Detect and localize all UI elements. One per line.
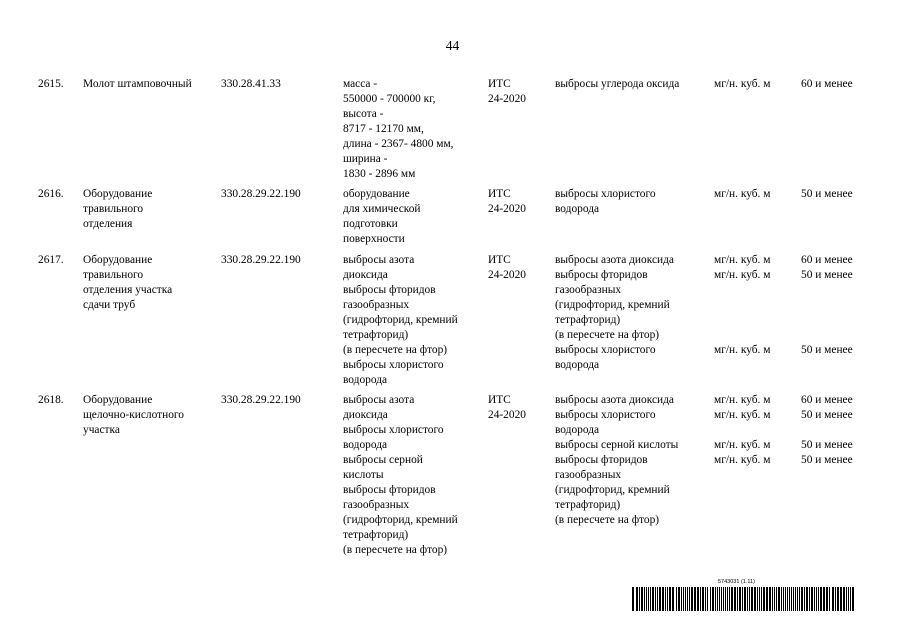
equipment-description-line: диоксида — [343, 409, 388, 421]
unit-cell — [714, 253, 792, 358]
equipment-description-line: высота - — [343, 108, 384, 120]
equipment-description-line: 8717 - 12170 мм, — [343, 123, 424, 135]
limit-value-cell — [801, 393, 871, 468]
limit-value-line — [801, 298, 871, 313]
limit-value-cell — [801, 187, 871, 202]
row-number-cell: 2616. — [38, 188, 64, 200]
equipment-name-cell — [83, 187, 215, 232]
unit-line: мг/н. куб. м — [714, 454, 771, 466]
pollutant-line: водорода — [555, 203, 600, 215]
equipment-description-line: (гидрофторид, кремний — [343, 314, 458, 326]
pollutant-line: (гидрофторид, кремний — [555, 484, 670, 496]
equipment-name-cell — [83, 253, 215, 313]
pollutant-line: (в пересчете на фтор) — [555, 329, 660, 341]
equipment-code-cell: 330.28.29.22.190 — [221, 188, 301, 200]
pollutant-cell — [555, 77, 705, 92]
unit-line: мг/н. куб. м — [714, 394, 771, 406]
reference-document-line: ИТС — [488, 254, 511, 266]
limit-value-line: 50 и менее — [801, 454, 853, 466]
limit-value-line: 60 и менее — [801, 78, 853, 90]
unit-line: мг/н. куб. м — [714, 254, 771, 266]
pollutant-cell — [555, 253, 705, 373]
equipment-description-line: (гидрофторид, кремний — [343, 514, 458, 526]
equipment-description-line: тетрафторид) — [343, 529, 409, 541]
pollutant-line: выбросы хлористого — [555, 188, 656, 200]
unit-cell — [714, 187, 792, 202]
reference-document-line: 24-2020 — [488, 409, 526, 421]
pollutant-line: водорода — [555, 424, 600, 436]
equipment-name-line: участка — [83, 424, 120, 436]
equipment-description-cell — [343, 187, 483, 247]
equipment-name-cell — [83, 393, 215, 438]
limit-value-line — [801, 283, 871, 298]
equipment-name-line: отделения — [83, 218, 133, 230]
pollutant-line: газообразных — [555, 284, 622, 296]
pollutant-line: тетрафторид) — [555, 499, 621, 511]
equipment-description-line: подготовки — [343, 218, 398, 230]
equipment-code-cell: 330.28.29.22.190 — [221, 394, 301, 406]
pollutant-cell — [555, 187, 705, 217]
pollutant-line: тетрафторид) — [555, 314, 621, 326]
equipment-description-line: ширина - — [343, 153, 388, 165]
equipment-code-cell: 330.28.29.22.190 — [221, 254, 301, 266]
limit-value-line: 50 и менее — [801, 409, 853, 421]
unit-line: мг/н. куб. м — [714, 409, 771, 421]
equipment-description-line: длина - 2367- 4800 мм, — [343, 138, 454, 150]
equipment-description-line: оборудование — [343, 188, 410, 200]
equipment-description-cell — [343, 77, 483, 182]
row-number-cell: 2615. — [38, 78, 64, 90]
unit-line: мг/н. куб. м — [714, 344, 771, 356]
unit-line: мг/н. куб. м — [714, 78, 771, 90]
equipment-name-line: сдачи труб — [83, 299, 136, 311]
pollutant-line: выбросы фторидов — [555, 269, 648, 281]
pollutant-line: выбросы фторидов — [555, 454, 648, 466]
reference-document-cell — [488, 77, 546, 107]
barcode-caption: 5743031 (1.11) — [718, 579, 755, 585]
barcode-image — [632, 587, 856, 611]
pollutant-line: выбросы хлористого — [555, 409, 656, 421]
equipment-description-line: выбросы азота — [343, 394, 415, 406]
equipment-description-line: выбросы хлористого — [343, 424, 444, 436]
equipment-name-line: травильного — [83, 269, 144, 281]
reference-document-line: ИТС — [488, 78, 511, 90]
reference-document-cell — [488, 393, 546, 423]
unit-cell — [714, 393, 792, 468]
equipment-description-line: выбросы азота — [343, 254, 415, 266]
equipment-description-cell — [343, 253, 483, 388]
equipment-description-line: выбросы серной — [343, 454, 423, 466]
equipment-description-line: тетрафторид) — [343, 329, 409, 341]
equipment-name-line: Оборудование — [83, 188, 153, 200]
unit-line — [714, 283, 792, 298]
limit-value-line: 50 и менее — [801, 188, 853, 200]
pollutant-cell — [555, 393, 705, 528]
row-number-cell: 2618. — [38, 394, 64, 406]
equipment-name-line: отделения участка — [83, 284, 173, 296]
equipment-description-cell — [343, 393, 483, 558]
unit-line: мг/н. куб. м — [714, 269, 771, 281]
limit-value-line: 60 и менее — [801, 254, 853, 266]
equipment-description-line: (в пересчете на фтор) — [343, 544, 448, 556]
unit-line — [714, 313, 792, 328]
row-number-cell: 2617. — [38, 254, 64, 266]
reference-document-cell — [488, 253, 546, 283]
equipment-description-line: 1830 - 2896 мм — [343, 168, 416, 180]
pollutant-line: (гидрофторид, кремний — [555, 299, 670, 311]
reference-document-line: 24-2020 — [488, 93, 526, 105]
limit-value-line: 50 и менее — [801, 439, 853, 451]
page-number: 44 — [445, 38, 460, 53]
pollutant-line: выбросы серной кислоты — [555, 439, 679, 451]
equipment-description-line: 550000 - 700000 кг, — [343, 93, 436, 105]
equipment-name-cell — [83, 77, 215, 92]
equipment-name-line: Оборудование — [83, 394, 153, 406]
equipment-name-line: Молот штамповочный — [83, 78, 192, 90]
equipment-description-line: водорода — [343, 374, 388, 386]
equipment-name-line: щелочно-кислотного — [83, 409, 184, 421]
equipment-description-line: выбросы фторидов — [343, 484, 436, 496]
equipment-description-line: поверхности — [343, 233, 405, 245]
pollutant-line: водорода — [555, 359, 600, 371]
limit-value-line: 60 и менее — [801, 394, 853, 406]
limit-value-cell — [801, 253, 871, 358]
limit-value-line — [801, 423, 871, 438]
reference-document-line: 24-2020 — [488, 269, 526, 281]
pollutant-line: выбросы хлористого — [555, 344, 656, 356]
unit-line — [714, 423, 792, 438]
equipment-description-line: диоксида — [343, 269, 388, 281]
pollutant-line: (в пересчете на фтор) — [555, 514, 660, 526]
equipment-description-line: газообразных — [343, 499, 410, 511]
unit-line: мг/н. куб. м — [714, 188, 771, 200]
equipment-description-line: масса - — [343, 78, 378, 90]
equipment-name-line: травильного — [83, 203, 144, 215]
unit-line — [714, 298, 792, 313]
equipment-description-line: (в пересчете на фтор) — [343, 344, 448, 356]
unit-cell — [714, 77, 792, 92]
equipment-description-line: выбросы фторидов — [343, 284, 436, 296]
reference-document-line: 24-2020 — [488, 203, 526, 215]
limit-value-line: 50 и менее — [801, 344, 853, 356]
limit-value-cell — [801, 77, 871, 92]
equipment-name-line: Оборудование — [83, 254, 153, 266]
pollutant-line: газообразных — [555, 469, 622, 481]
limit-value-line — [801, 328, 871, 343]
equipment-description-line: выбросы хлористого — [343, 359, 444, 371]
pollutant-line: выбросы азота диоксида — [555, 254, 674, 266]
unit-line — [714, 328, 792, 343]
limit-value-line — [801, 313, 871, 328]
equipment-description-line: водорода — [343, 439, 388, 451]
reference-document-cell — [488, 187, 546, 217]
pollutant-line: выбросы углерода оксида — [555, 78, 680, 90]
equipment-description-line: газообразных — [343, 299, 410, 311]
equipment-description-line: для химической — [343, 203, 421, 215]
unit-line: мг/н. куб. м — [714, 439, 771, 451]
equipment-code-cell: 330.28.41.33 — [221, 78, 281, 90]
equipment-description-line: кислоты — [343, 469, 384, 481]
pollutant-line: выбросы азота диоксида — [555, 394, 674, 406]
reference-document-line: ИТС — [488, 188, 511, 200]
limit-value-line: 50 и менее — [801, 269, 853, 281]
reference-document-line: ИТС — [488, 394, 511, 406]
